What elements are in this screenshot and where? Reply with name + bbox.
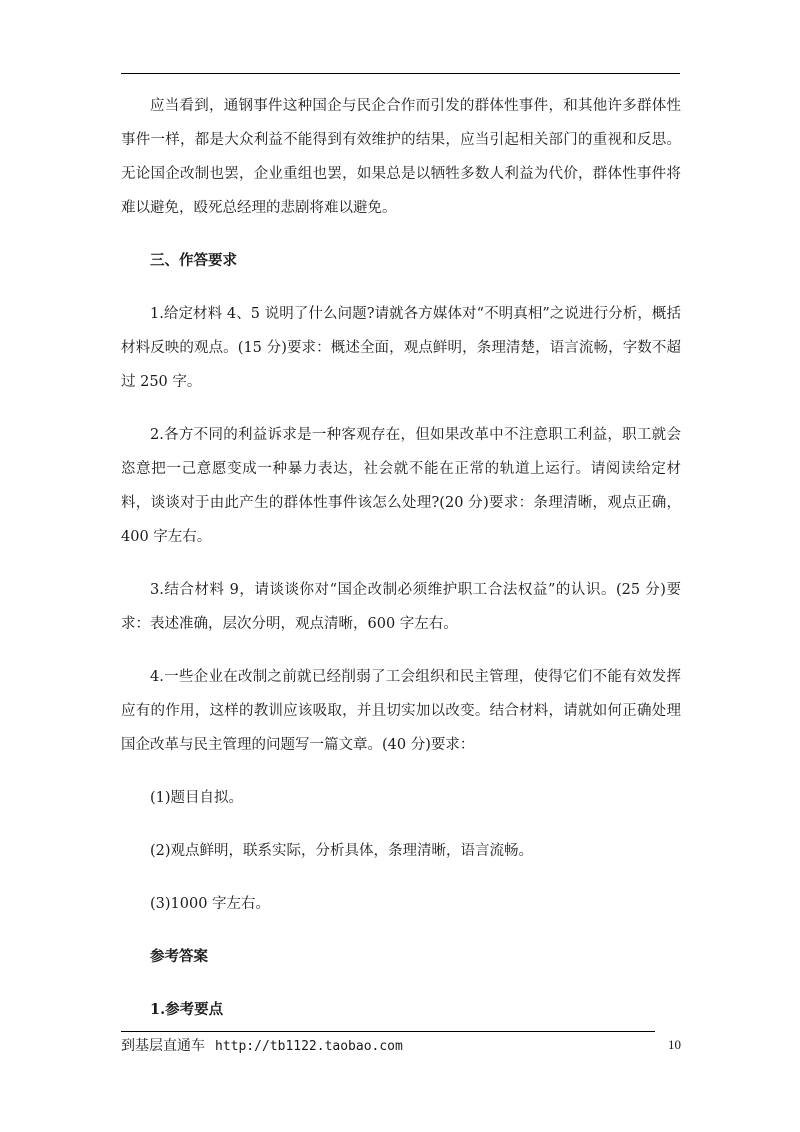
body-paragraph: 应当看到，通钢事件这种国企与民企合作而引发的群体性事件，和其他许多群体性事件一样，都是大众利益不能得到有效维护的结果，应当引起相关部门的重视和反思。无论国企改制也罢，企业重组也罢，如果总是以牺牲多数人利益为代价，群体性事件将难以避免，殴死总经理的悲剧将难以避免。: [121, 98, 681, 216]
document-body: [121, 89, 681, 1046]
footer-url-link[interactable]: http://tb1122.taobao.com: [215, 1039, 403, 1054]
question-4: 4.一些企业在改制之前就已经削弱了工会组织和民主管理，使得它们不能有效发挥应有的作用，这样的教训应该吸取，并且切实加以改变。结合材料，请就如何正确处理国企改革与民主管理的问题写一篇文章。(40 分)要求：: [121, 669, 681, 753]
question-1: 1.给定材料 4、5 说明了什么问题?请就各方媒体对“不明真相”之说进行分析，概括材料反映的观点。(15 分)要求：概述全面，观点鲜明，条理清楚，语言流畅，字数不超过 250 字。: [121, 306, 681, 390]
answer-heading: 参考答案: [150, 948, 208, 965]
footer-rule: [121, 1031, 655, 1032]
page-footer: [121, 1035, 681, 1057]
requirement-3: (3)1000 字左右。: [150, 896, 271, 912]
footer-site-name: 到基层直通车: [121, 1038, 205, 1054]
header-rule: [121, 73, 680, 74]
requirement-2: (2)观点鲜明，联系实际，分析具体，条理清晰，语言流畅。: [150, 843, 534, 859]
question-2: 2.各方不同的利益诉求是一种客观存在，但如果改革中不注意职工利益，职工就会恣意把一己意愿变成一种暴力表达，社会就不能在正常的轨道上运行。请阅读给定材料，谈谈对于由此产生的群体性事件该怎么处理?(20 分)要求：条理清晰，观点正确，400 字左右。: [121, 427, 681, 545]
question-3: 3.结合材料 9，请谈谈你对“国企改制必须维护职工合法权益”的认识。(25 分)要求：表述准确，层次分明，观点清晰，600 字左右。: [121, 582, 681, 632]
section-heading: 三、作答要求: [150, 252, 237, 269]
requirement-1: (1)题目自拟。: [150, 790, 244, 806]
page-number: 10: [668, 1037, 681, 1052]
answer-subheading: 1.参考要点: [150, 1001, 224, 1018]
